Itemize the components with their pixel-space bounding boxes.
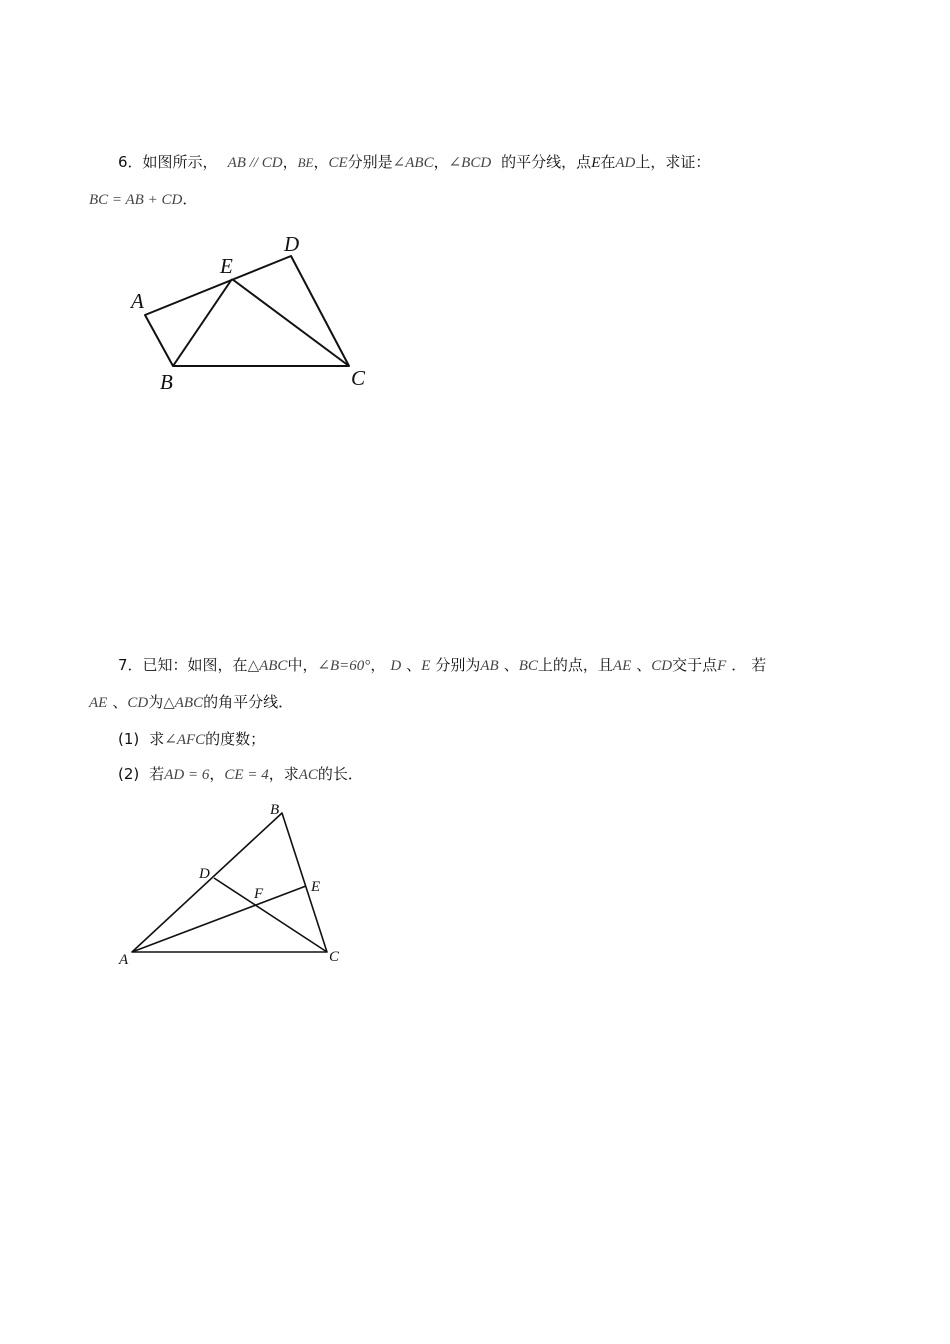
fig7-label-b: B: [270, 802, 280, 818]
problem6-comma2: ，: [313, 153, 329, 171]
q1-rest: 的度数；: [205, 730, 266, 748]
problem6-on-text: 在: [600, 153, 616, 171]
problem7-ab: AB: [480, 658, 499, 674]
fig7-label-c: C: [329, 949, 340, 965]
q2-if: 若: [149, 765, 165, 783]
problem6-comma3: ，: [433, 153, 449, 171]
problem7-bisectors-text: 的角平分线．: [203, 693, 294, 711]
problem7-angle-b-60: ∠B=60°: [317, 658, 371, 674]
fig7-label-d: D: [199, 866, 210, 882]
q2-number: (2): [118, 765, 140, 783]
q2-ce-4: CE = 4: [224, 767, 269, 783]
q1-angle-afc: ∠AFC: [164, 732, 206, 748]
fig6-label-a: A: [131, 289, 144, 313]
problem7-sep3: 、: [636, 656, 652, 674]
problem7-triangle-abc: △ABC: [247, 658, 288, 674]
quadrilateral-abcd: [145, 256, 349, 366]
triangle-abc: [132, 813, 327, 952]
q2-rest: 的长．: [317, 765, 363, 783]
problem6-ad: AD: [615, 155, 636, 171]
problem7-f: F: [717, 658, 727, 674]
problem7-triangle-abc2: △ABC: [163, 695, 204, 711]
problem6-number: 6．: [118, 153, 143, 171]
fig6-label-e: E: [220, 254, 233, 278]
fig6-label-b: B: [160, 370, 173, 394]
problem7-line1: [118, 655, 766, 676]
problem6-comma1: ，: [282, 153, 298, 171]
problem6-angle-bcd: ∠BCD: [448, 155, 492, 171]
segment-ae: [132, 886, 306, 952]
problem6-are-bisectors-of: 分别是: [347, 153, 393, 171]
problem7-line2: [89, 692, 293, 713]
problem7-period1: ．: [731, 656, 747, 674]
problem6-prove-text: 上，求证：: [635, 153, 711, 171]
fig7-label-e: E: [311, 879, 321, 895]
problem7-d: D: [390, 658, 402, 674]
problem6-ce: CE: [328, 155, 348, 171]
fig7-label-f: F: [254, 886, 264, 902]
problem7-in-text: 中，: [287, 656, 318, 674]
problem7-sep2: 、: [503, 656, 519, 674]
problem6-ab-parallel-cd: AB // CD: [227, 155, 283, 171]
fig7-label-a: A: [119, 952, 129, 968]
problem6-period: ．: [182, 190, 198, 208]
q2-comma2: ，求: [268, 765, 299, 783]
problem6-angle-abc: ∠ABC: [392, 155, 434, 171]
problem7-for-text: 为: [148, 693, 164, 711]
problem6-conclusion: BC = AB + CD: [89, 192, 183, 208]
fig6-label-d: D: [284, 232, 300, 256]
problem7-comma1: ，: [370, 656, 386, 674]
fig6-label-c: C: [351, 366, 366, 390]
problem7-ae: AE: [612, 658, 632, 674]
q2-comma1: ，: [209, 765, 225, 783]
segment-ce: [232, 279, 349, 366]
problem6-be: BE: [297, 155, 314, 170]
problem7-intersect-text: 交于点: [672, 656, 718, 674]
problem7-points-text: 上的点，且: [537, 656, 613, 674]
q2-ac: AC: [298, 767, 318, 783]
problem7-bc: BC: [518, 658, 538, 674]
problem7-question2: [118, 764, 363, 785]
problem7-sep4: 、: [112, 693, 128, 711]
problem7-ae2: AE: [89, 695, 108, 711]
q1-number: (1): [118, 730, 140, 748]
problem7-question1: [118, 729, 265, 750]
problem7-are-points-on: 分别为: [435, 656, 481, 674]
problem7-cd: CD: [651, 658, 673, 674]
problem7-given-text: 已知：如图，在: [142, 656, 248, 674]
problem7-if-text: 若: [751, 656, 767, 674]
problem6-point-e: E: [591, 155, 601, 171]
problem6-bisector-text: 的平分线，点: [501, 153, 592, 171]
problem7-e: E: [421, 658, 431, 674]
q2-ad-6: AD = 6: [164, 767, 210, 783]
problem6-intro: 如图所示，: [142, 153, 218, 171]
problem7-sep1: 、: [406, 656, 422, 674]
problem7-number: 7．: [118, 656, 143, 674]
q1-ask: 求: [149, 730, 165, 748]
problem7-cd2: CD: [127, 695, 149, 711]
